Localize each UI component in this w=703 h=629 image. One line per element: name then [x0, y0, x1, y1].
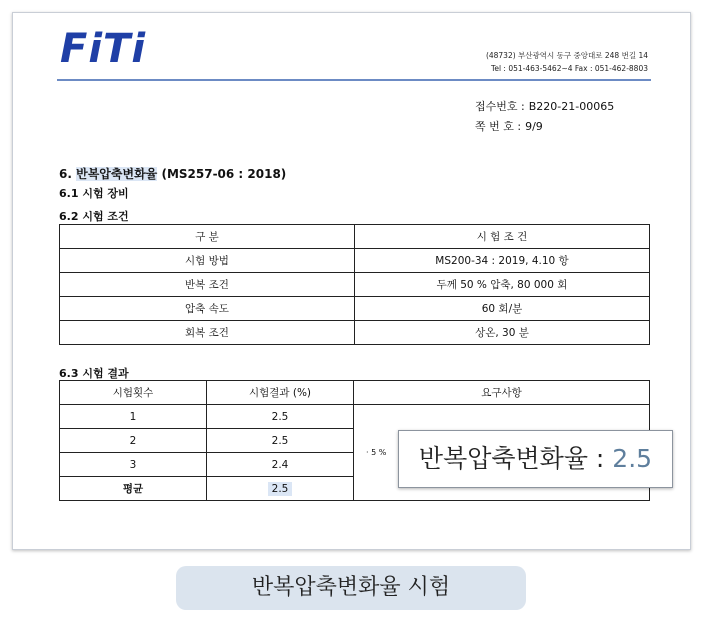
receipt-label: 접수번호 :	[475, 100, 525, 113]
section-title: 반복압축변화율	[76, 167, 158, 181]
table-header-row	[60, 381, 650, 405]
table-row	[60, 297, 650, 321]
table-cell: 두께 50 % 압축, 80 000 회	[355, 273, 650, 297]
table-row	[60, 405, 650, 429]
test-report-page	[12, 12, 691, 550]
table-row	[60, 249, 650, 273]
table-header: 시험결과 (%)	[207, 381, 354, 405]
table-cell: 60 회/분	[355, 297, 650, 321]
table-header: 시 험 조 건	[355, 225, 650, 249]
average-value: 2.5	[268, 482, 293, 496]
page-label: 쪽 번 호 :	[475, 120, 522, 133]
table-cell: 1	[60, 405, 207, 429]
table-row	[60, 321, 650, 345]
section-6-1-heading: 6.1 시험 장비	[59, 187, 129, 200]
callout-value: 2.5	[612, 444, 653, 473]
table-cell: 시험 방법	[60, 249, 355, 273]
table-cell: 2	[60, 429, 207, 453]
table-header-row	[60, 225, 650, 249]
requirement-cell: · 5 %	[354, 405, 650, 501]
reference-info	[475, 97, 614, 137]
table-cell: 2.5	[207, 429, 354, 453]
lab-address	[486, 49, 648, 75]
fiti-logo: FiTi	[60, 26, 147, 72]
table-cell: 2.5	[207, 405, 354, 429]
table-cell: 상온, 30 분	[355, 321, 650, 345]
average-label: 평균	[60, 477, 207, 501]
contact-line: Tel : 051-463-5462~4 Fax : 051-462-8803	[491, 64, 648, 73]
section-number: 6.	[59, 167, 72, 181]
table-cell: 반복 조건	[60, 273, 355, 297]
section-code: (MS257-06 : 2018)	[161, 167, 287, 181]
result-callout	[398, 430, 673, 488]
table-cell: 회복 조건	[60, 321, 355, 345]
receipt-number: B220-21-00065	[528, 100, 615, 113]
table-cell: 압축 속도	[60, 297, 355, 321]
caption-banner: 반복압축변화율 시험	[176, 566, 526, 610]
test-conditions-table	[59, 224, 650, 345]
callout-label: 반복압축변화율 :	[418, 444, 613, 473]
section-6-heading	[59, 165, 286, 182]
table-header: 요구사항	[354, 381, 650, 405]
header-divider	[57, 79, 651, 81]
page-number: 9/9	[525, 120, 543, 133]
table-cell: 3	[60, 453, 207, 477]
section-6-3-heading: 6.3 시험 결과	[59, 367, 129, 380]
table-cell: 2.4	[207, 453, 354, 477]
table-header: 구 분	[60, 225, 355, 249]
table-row	[60, 273, 650, 297]
table-header: 시험횟수	[60, 381, 207, 405]
table-cell: MS200-34 : 2019, 4.10 항	[355, 249, 650, 273]
section-6-2-heading: 6.2 시험 조건	[59, 210, 129, 223]
address-line: (48732) 부산광역시 동구 중앙대로 248 번길 14	[485, 51, 648, 60]
